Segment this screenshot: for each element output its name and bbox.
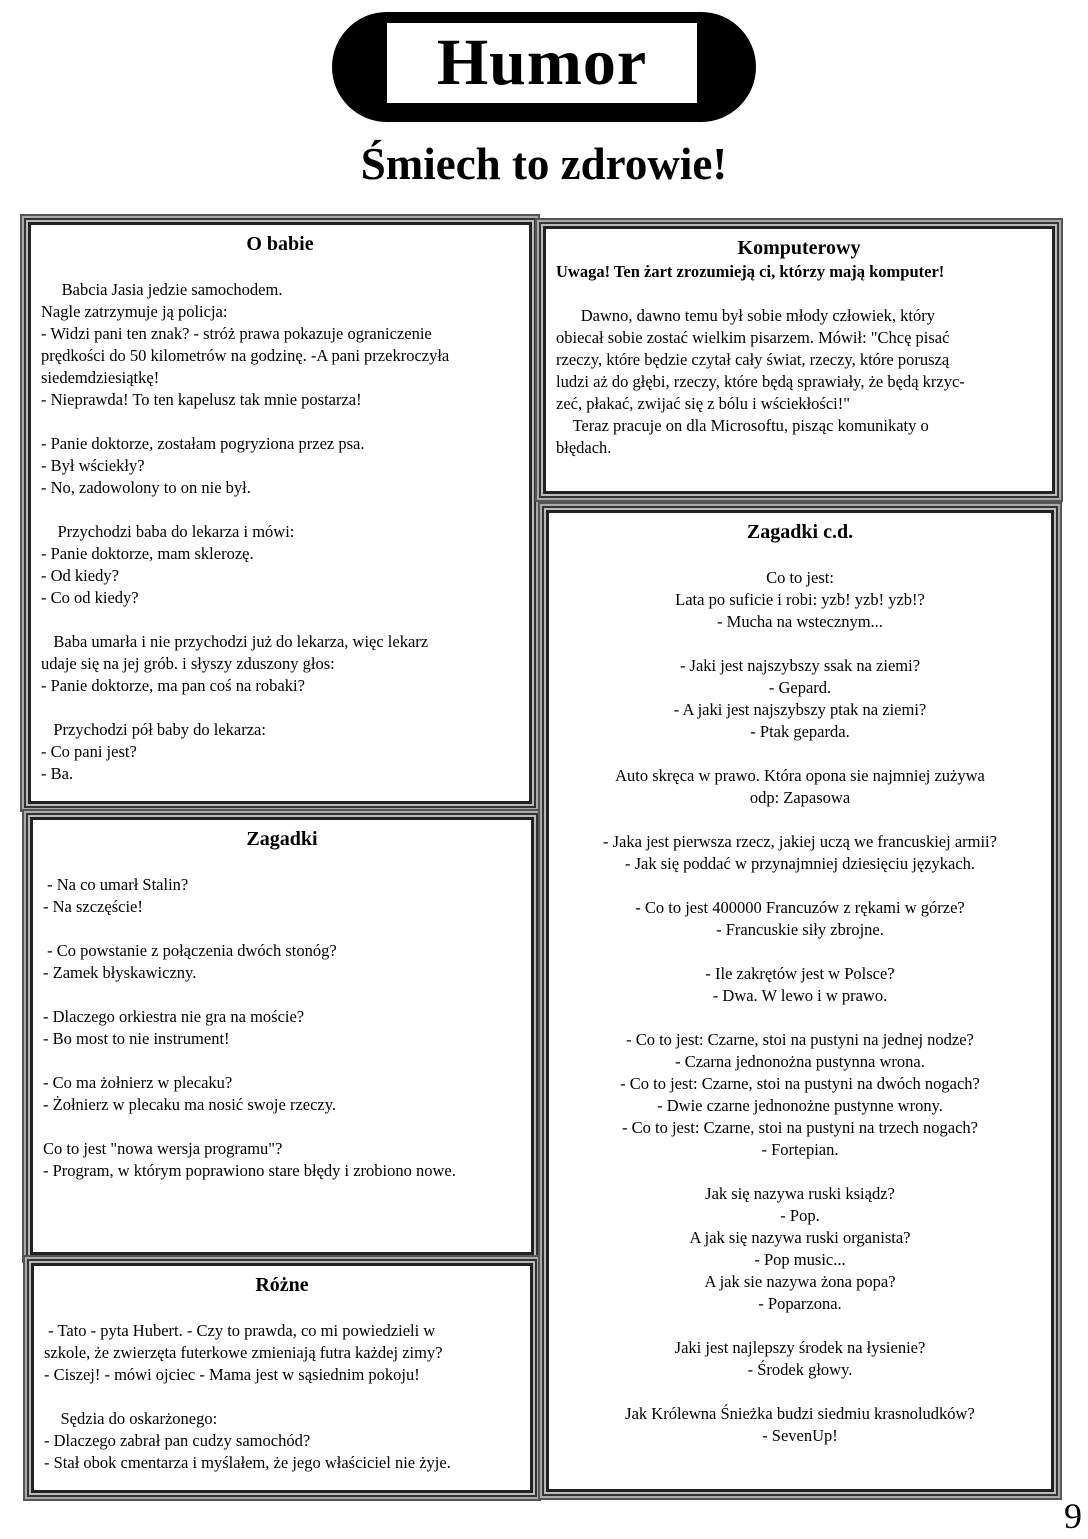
text-line xyxy=(559,1007,1041,1029)
text-line xyxy=(559,633,1041,655)
text-line: obiecał sobie zostać wielkim pisarzem. Mówił: "Chcę pisać xyxy=(556,328,950,347)
text-line: - Ba. xyxy=(41,764,74,783)
text-line: Lata po suficie i robi: yzb! yzb! yzb!? xyxy=(675,590,925,609)
text-line xyxy=(559,875,1041,897)
text-line: - Bo most to nie instrument! xyxy=(43,1029,230,1048)
text-line: Przychodzi baba do lekarza i mówi: xyxy=(41,522,295,541)
text-line: Sędzia do oskarżonego: xyxy=(44,1409,218,1428)
text-line: Co to jest "nowa wersja programu"? xyxy=(43,1139,283,1158)
section-o-babie xyxy=(28,222,532,804)
text-line: - Jak się poddać w przynajmniej dziesięciu językach. xyxy=(624,854,976,873)
text-line: - Co to jest: Czarne, stoi na pustyni na dwóch nogach? xyxy=(620,1074,980,1093)
text-line xyxy=(559,743,1041,765)
page-title: Humor xyxy=(384,20,700,106)
text-line: - Nieprawda! To ten kapelusz tak mnie postarza! xyxy=(41,390,362,409)
text-line xyxy=(43,1116,521,1138)
text-line: - Francuskie siły zbrojne. xyxy=(716,920,884,939)
text-line xyxy=(559,1315,1041,1337)
text-line xyxy=(41,697,519,719)
section-note: Uwaga! Ten żart zrozumieją ci, którzy mają komputer! xyxy=(556,262,945,281)
text-line: - Pop music... xyxy=(754,1250,846,1269)
section-title: Różne xyxy=(255,1274,309,1296)
section-body xyxy=(559,567,1041,1447)
text-line: rzeczy, które będzie czytał cały świat, rzeczy, które poruszą xyxy=(556,350,950,369)
text-line: - Widzi pani ten znak? - stróż prawa pokazuje ograniczenie xyxy=(41,324,432,343)
text-line: Auto skręca w prawo. Która opona sie najmniej zużywa xyxy=(615,766,985,785)
text-line: - Na szczęście! xyxy=(43,897,143,916)
text-line: - Jaki jest najszybszy ssak na ziemi? xyxy=(679,656,921,675)
text-line: - Panie doktorze, ma pan coś na robaki? xyxy=(41,676,305,695)
text-line: - Gepard. xyxy=(768,678,832,697)
text-line: Jak się nazywa ruski ksiądz? xyxy=(705,1184,895,1203)
text-line: - Co to jest 400000 Francuzów z rękami w górze? xyxy=(635,898,965,917)
text-line xyxy=(43,984,521,1006)
text-line: - Jaka jest pierwsza rzecz, jakiej uczą we francuskiej armii? xyxy=(603,832,997,851)
text-line: zeć, płakać, zwijać się z bólu i wściekłości!" xyxy=(556,394,850,413)
text-line: - A jaki jest najszybszy ptak na ziemi? xyxy=(673,700,927,719)
text-line: A jak sie nazywa żona popa? xyxy=(704,1272,896,1291)
text-line: A jak się nazywa ruski organista? xyxy=(689,1228,911,1247)
text-line: ludzi aż do głębi, rzeczy, które będą sprawiały, że będą krzyc- xyxy=(556,372,965,391)
text-line: - SevenUp! xyxy=(762,1426,838,1445)
text-line: - No, zadowolony to on nie był. xyxy=(41,478,251,497)
section-title: Zagadki c.d. xyxy=(746,521,854,543)
section-body xyxy=(556,305,1042,459)
section-zagadki xyxy=(30,817,534,1255)
text-line: udaje się na jej grób. i słyszy zduszony głos: xyxy=(41,654,335,673)
section-body xyxy=(41,279,519,785)
text-line: błędach. xyxy=(556,438,612,457)
text-line xyxy=(41,411,519,433)
page-subtitle: Śmiech to zdrowie! xyxy=(360,139,728,189)
text-line: - Był wściekły? xyxy=(41,456,145,475)
text-line: szkole, że zwierzęta futerkowe zmieniają futra każdej zimy? xyxy=(44,1343,443,1362)
text-line: - Na co umarł Stalin? xyxy=(43,875,189,894)
section-zagadki-cd xyxy=(546,510,1054,1492)
text-line: Przychodzi pół baby do lekarza: xyxy=(41,720,266,739)
text-line: - Stał obok cmentarza i myślałem, że jego właściciel nie żyje. xyxy=(44,1453,451,1472)
text-line xyxy=(559,941,1041,963)
text-line: Jaki jest najlepszy środek na łysienie? xyxy=(674,1338,926,1357)
section-rozne xyxy=(31,1263,533,1493)
text-line: - Fortepian. xyxy=(761,1140,839,1159)
text-line xyxy=(44,1386,520,1408)
text-line: - Dlaczego orkiestra nie gra na moście? xyxy=(43,1007,305,1026)
text-line: - Poparzona. xyxy=(758,1294,842,1313)
text-line: - Pop. xyxy=(780,1206,820,1225)
text-line: Teraz pracuje on dla Microsoftu, pisząc komunikaty o xyxy=(556,416,929,435)
text-line xyxy=(559,1381,1041,1403)
text-line: - Program, w którym poprawiono stare błędy i zrobiono nowe. xyxy=(43,1161,456,1180)
text-line: odp: Zapasowa xyxy=(749,788,851,807)
text-line: Jak Królewna Śnieżka budzi siedmiu krasnoludków? xyxy=(625,1404,975,1423)
text-line: - Od kiedy? xyxy=(41,566,119,585)
text-line: - Co pani jest? xyxy=(41,742,137,761)
text-line: - Dwa. W lewo i w prawo. xyxy=(712,986,888,1005)
text-line: - Co ma żołnierz w plecaku? xyxy=(43,1073,233,1092)
section-body xyxy=(43,874,521,1182)
text-line: siedemdziesiątkę! xyxy=(41,368,160,387)
text-line: - Co to jest: Czarne, stoi na pustyni na trzech nogach? xyxy=(621,1118,979,1137)
text-line: - Dwie czarne jednonożne pustynne wrony. xyxy=(657,1096,943,1115)
text-line: Nagle zatrzymuje ją policja: xyxy=(41,302,228,321)
text-line: - Czarna jednonożna pustynna wrona. xyxy=(675,1052,925,1071)
text-line xyxy=(559,1161,1041,1183)
text-line xyxy=(43,918,521,940)
section-komputerowy xyxy=(543,226,1055,494)
title-banner xyxy=(332,12,756,122)
text-line xyxy=(41,499,519,521)
text-line xyxy=(43,1050,521,1072)
text-line: Dawno, dawno temu był sobie młody człowiek, który xyxy=(556,306,935,325)
text-line xyxy=(41,609,519,631)
text-line: - Panie doktorze, mam sklerozę. xyxy=(41,544,254,563)
text-line: - Ptak geparda. xyxy=(750,722,850,741)
section-body xyxy=(44,1320,520,1474)
text-line xyxy=(559,809,1041,831)
text-line: - Zamek błyskawiczny. xyxy=(43,963,197,982)
section-title: Komputerowy xyxy=(737,237,861,259)
text-line: - Ile zakrętów jest w Polsce? xyxy=(705,964,895,983)
text-line: - Środek głowy. xyxy=(747,1360,853,1379)
text-line: - Co to jest: Czarne, stoi na pustyni na jednej nodze? xyxy=(626,1030,974,1049)
text-line: - Ciszej! - mówi ojciec - Mama jest w sąsiednim pokoju! xyxy=(44,1365,420,1384)
text-line: Baba umarła i nie przychodzi już do lekarza, więc lekarz xyxy=(41,632,429,651)
section-title: O babie xyxy=(246,233,314,255)
text-line: - Żołnierz w plecaku ma nosić swoje rzeczy. xyxy=(43,1095,337,1114)
section-title: Zagadki xyxy=(246,828,318,850)
text-line: - Dlaczego zabrał pan cudzy samochód? xyxy=(44,1431,311,1450)
text-line: Babcia Jasia jedzie samochodem. xyxy=(41,280,283,299)
text-line: - Mucha na wstecznym... xyxy=(717,612,883,631)
text-line: - Co powstanie z połączenia dwóch stonóg? xyxy=(43,941,337,960)
page-number: 9 xyxy=(1064,1496,1082,1536)
text-line: - Co od kiedy? xyxy=(41,588,139,607)
text-line: - Tato - pyta Hubert. - Czy to prawda, co mi powiedzieli w xyxy=(44,1321,436,1340)
text-line: prędkości do 50 kilometrów na godzinę. -A pani przekroczyła xyxy=(41,346,450,365)
text-line: Co to jest: xyxy=(766,568,834,587)
text-line: - Panie doktorze, zostałam pogryziona przez psa. xyxy=(41,434,365,453)
